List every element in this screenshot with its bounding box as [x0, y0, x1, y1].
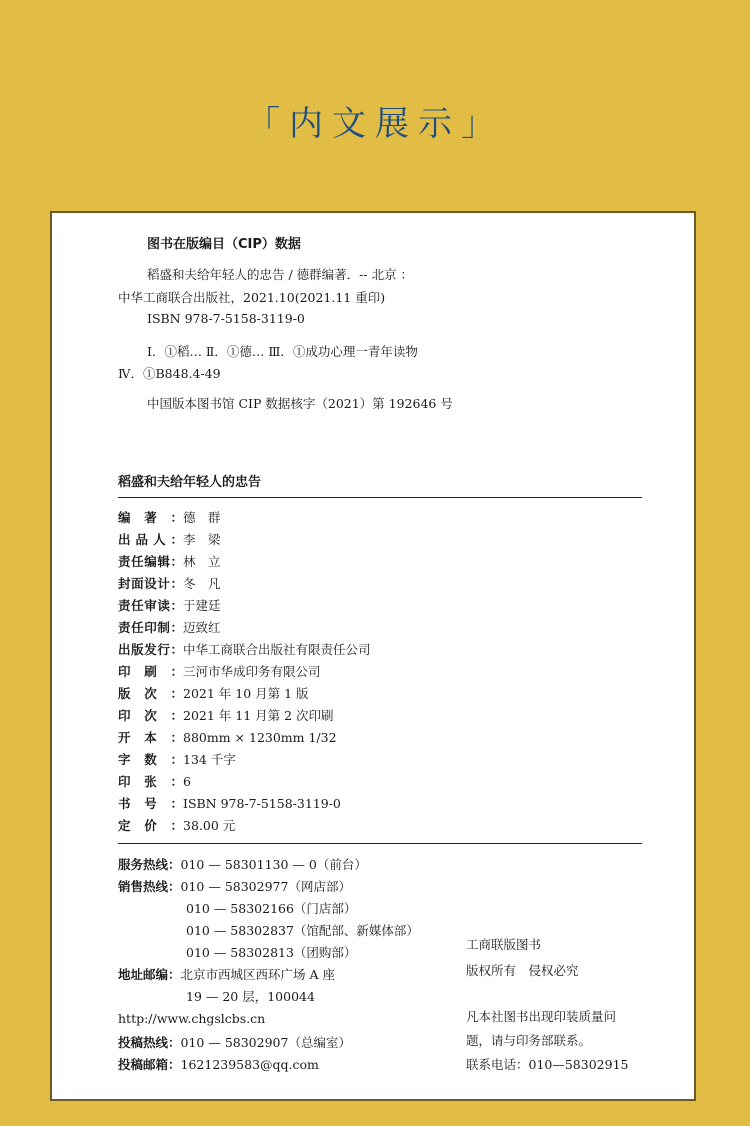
cip-line-title: 稻盛和夫给年轻人的忠告 / 德群编著．-- 北京 ： — [147, 267, 414, 282]
contact-label: 销售热线： — [118, 879, 181, 894]
address — [118, 965, 335, 983]
cip-line-isbn: ISBN 978-7-5158-3119-0 — [147, 311, 305, 326]
contact-value: 1621239583@qq.com — [180, 1057, 319, 1072]
cip-line-classification: Ⅰ．①稻… Ⅱ．①德… Ⅲ．①成功心理一青年读物 — [147, 344, 418, 359]
info-value: 2021 年 11 月第 2 次印刷 — [183, 708, 334, 723]
divider — [118, 497, 642, 498]
info-value: 三河市华成印务有限公司 — [183, 664, 321, 679]
address-line-2 — [186, 987, 315, 1005]
info-row-isbn — [118, 794, 341, 814]
info-value: 6 — [183, 774, 191, 789]
contact-value: 010 — 58302837（馆配部、新媒体部） — [186, 923, 419, 938]
info-value: 迈致红 — [183, 620, 221, 635]
info-value: 2021 年 10 月第 1 版 — [183, 686, 309, 701]
info-row-printer — [118, 662, 321, 682]
info-row-editor — [118, 552, 221, 572]
info-value: 38.00 元 — [183, 818, 236, 833]
sales-hotline-extra — [186, 899, 356, 917]
contact-value: 010 — 58302166（门店部） — [186, 901, 357, 916]
page-title: 「内文展示」 — [246, 104, 504, 144]
info-row-cover-design — [118, 574, 221, 594]
info-label: 定价： — [118, 818, 183, 833]
info-row-author — [118, 508, 221, 528]
info-label: 开本： — [118, 730, 183, 745]
contact-value: 010 — 58301130 — 0（前台） — [180, 857, 367, 872]
side-rights: 版权所有 侵权必究 — [466, 963, 579, 978]
contact-value: 北京市西城区西环广场 A 座 — [180, 967, 335, 982]
info-value: ISBN 978-7-5158-3119-0 — [183, 796, 341, 811]
side-notice-line: 题，请与印务部联系。 — [466, 1033, 592, 1048]
submission-email — [118, 1055, 319, 1073]
info-label: 字数： — [118, 752, 183, 767]
info-label: 责任编辑： — [118, 554, 183, 569]
info-row-publisher — [118, 640, 371, 660]
contact-label: 投稿热线： — [118, 1035, 181, 1050]
info-label: 责任审读： — [118, 598, 183, 613]
info-value: 李 梁 — [183, 532, 221, 547]
info-row-sheets — [118, 772, 191, 792]
info-label: 出品人： — [118, 532, 183, 547]
info-label: 出版发行： — [118, 642, 183, 657]
contact-value: 010 — 58302813（团购部） — [186, 945, 357, 960]
info-label: 书号： — [118, 796, 183, 811]
info-label: 责任印制： — [118, 620, 183, 635]
info-row-edition — [118, 684, 309, 704]
copyright-page-card — [50, 211, 696, 1101]
cip-line-class-code: Ⅳ．①B848.4-49 — [118, 366, 221, 381]
info-label: 印张： — [118, 774, 183, 789]
info-row-word-count — [118, 750, 236, 770]
sales-hotline-extra — [186, 943, 356, 961]
contact-value: 010 — 58302907（总编室） — [180, 1035, 351, 1050]
info-value: 德 群 — [183, 510, 221, 525]
contact-value: 19 — 20 层，100044 — [186, 989, 315, 1004]
book-title: 稻盛和夫给年轻人的忠告 — [118, 475, 262, 490]
divider — [118, 843, 642, 844]
contact-value: 010 — 58302977（网店部） — [180, 879, 351, 894]
info-value: 于建廷 — [183, 598, 221, 613]
info-row-reviewer — [118, 596, 221, 616]
service-hotline — [118, 855, 367, 873]
info-label: 封面设计： — [118, 576, 183, 591]
info-row-print-manager — [118, 618, 221, 638]
website — [118, 1011, 265, 1026]
submission-hotline — [118, 1033, 351, 1051]
sales-hotline — [118, 877, 351, 895]
info-row-format — [118, 728, 337, 748]
info-value: 134 千字 — [183, 752, 236, 767]
cip-heading: 图书在版编目（CIP）数据 — [147, 237, 301, 252]
info-label: 编著： — [118, 510, 183, 525]
info-row-price — [118, 816, 235, 836]
cip-line-cip-number: 中国版本图书馆 CIP 数据核字（2021）第 192646 号 — [147, 396, 453, 411]
website-url: http://www.chgslcbs.cn — [118, 1011, 266, 1026]
info-row-printing — [118, 706, 334, 726]
contact-label: 投稿邮箱： — [118, 1057, 181, 1072]
cip-line-publisher: 中华工商联合出版社，2021.10(2021.11 重印) — [118, 290, 386, 305]
info-label: 版次： — [118, 686, 183, 701]
info-label: 印刷： — [118, 664, 183, 679]
info-value: 880mm × 1230mm 1/32 — [183, 730, 337, 745]
sales-hotline-extra — [186, 921, 419, 939]
info-value: 中华工商联合出版社有限责任公司 — [183, 642, 371, 657]
info-value: 冬 凡 — [183, 576, 221, 591]
info-value: 林 立 — [183, 554, 221, 569]
info-label: 印次： — [118, 708, 183, 723]
side-phone: 联系电话：010—58302915 — [466, 1057, 629, 1072]
side-notice-line: 凡本社图书出现印装质量问 — [466, 1009, 617, 1024]
contact-label: 服务热线： — [118, 857, 181, 872]
info-row-producer — [118, 530, 221, 550]
contact-label: 地址邮编： — [118, 967, 181, 982]
side-publisher: 工商联版图书 — [466, 937, 542, 952]
